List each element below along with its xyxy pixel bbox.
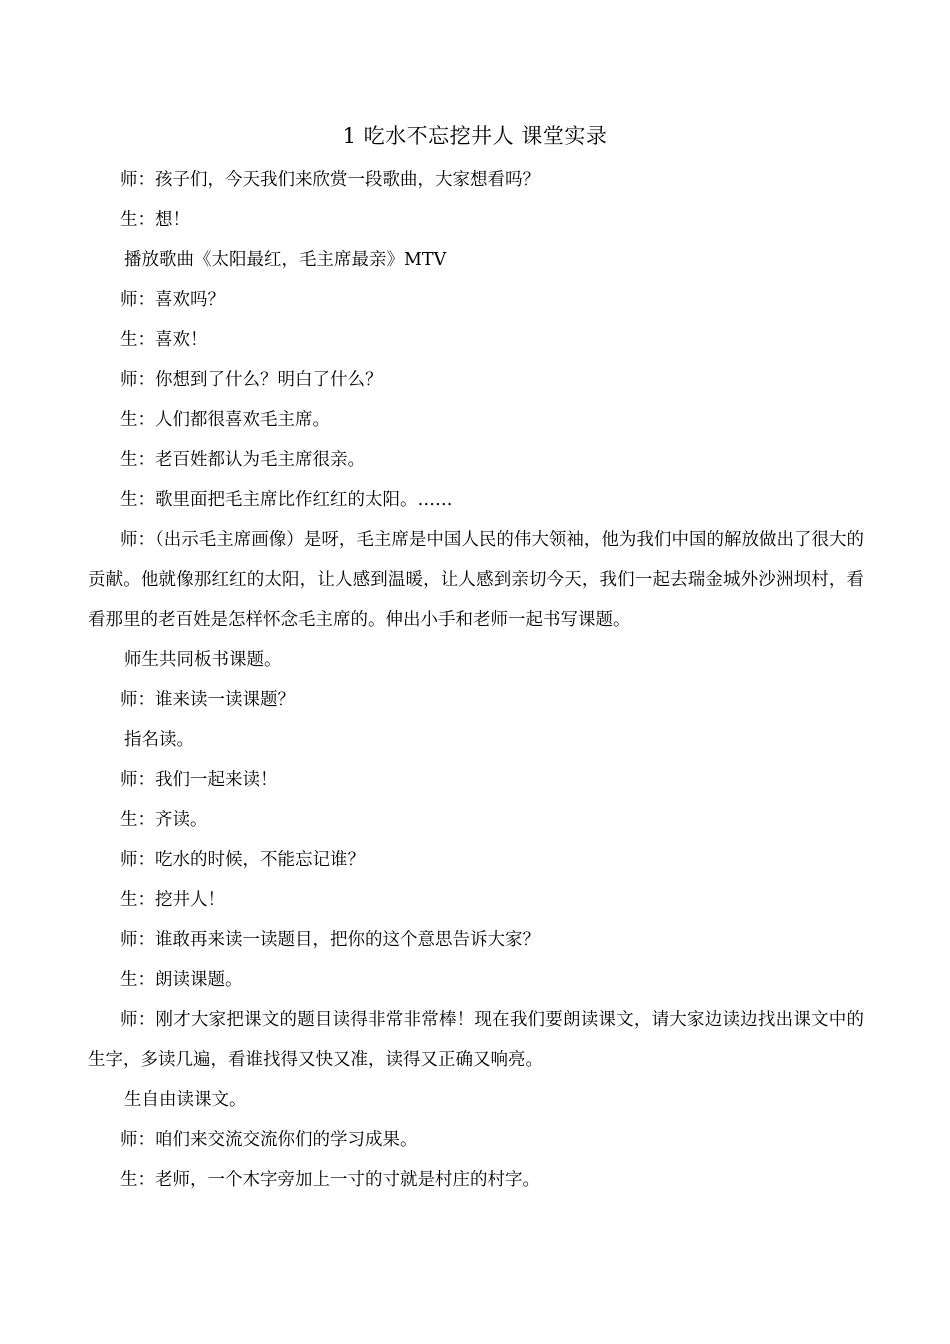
- document-title: 1 吃水不忘挖井人 课堂实录: [342, 124, 608, 148]
- paragraph: 师：谁敢再来读一读题目，把你的这个意思告诉大家？: [120, 930, 540, 950]
- paragraph: 生：想！: [120, 210, 190, 230]
- paragraph: 师：刚才大家把课文的题目读得非常非常棒！现在我们要朗读课文，请大家边读边找出课文中的生字，多读几遍，看谁找得又快又准，读得又正确又响亮。: [88, 1010, 864, 1070]
- paragraph: 生：喜欢！: [120, 330, 208, 350]
- paragraph: 生：人们都很喜欢毛主席。: [120, 410, 330, 430]
- paragraph: 生：歌里面把毛主席比作红红的太阳。……: [120, 490, 453, 510]
- paragraph: 师：谁来读一读课题？: [120, 690, 295, 710]
- paragraph: 生：老师，一个木字旁加上一寸的寸就是村庄的村字。: [120, 1170, 540, 1190]
- paragraph: 师：喜欢吗？: [120, 290, 225, 310]
- paragraph: 指名读。: [124, 730, 194, 750]
- paragraph: 师：吃水的时候，不能忘记谁？: [120, 850, 365, 870]
- paragraph: 生自由读课文。: [124, 1090, 247, 1110]
- paragraph: 生：齐读。: [120, 810, 208, 830]
- paragraph: 师：（出示毛主席画像）是呀，毛主席是中国人民的伟大领袖，他为我们中国的解放做出了很大的贡献。他就像那红红的太阳，让人感到温暖，让人感到亲切今天，我们一起去瑞金城外沙洲坝村，看看那里的老百姓是怎样怀念毛主席的。伸出小手和老师一起书写课题。: [88, 530, 864, 630]
- paragraph: 师：你想到了什么？明白了什么？: [120, 370, 383, 390]
- paragraph: 播放歌曲《太阳最红，毛主席最亲》MTV: [124, 250, 447, 270]
- paragraph: 生：老百姓都认为毛主席很亲。: [120, 450, 365, 470]
- document-body: [88, 160, 864, 1200]
- paragraph: 生：挖井人！: [120, 890, 225, 910]
- paragraph: 师：我们一起来读！: [120, 770, 278, 790]
- paragraph: 师生共同板书课题。: [124, 650, 282, 670]
- paragraph: 师：咱们来交流交流你们的学习成果。: [120, 1130, 418, 1150]
- paragraph: 生：朗读课题。: [120, 970, 243, 990]
- paragraph: 师：孩子们，今天我们来欣赏一段歌曲，大家想看吗？: [120, 170, 540, 190]
